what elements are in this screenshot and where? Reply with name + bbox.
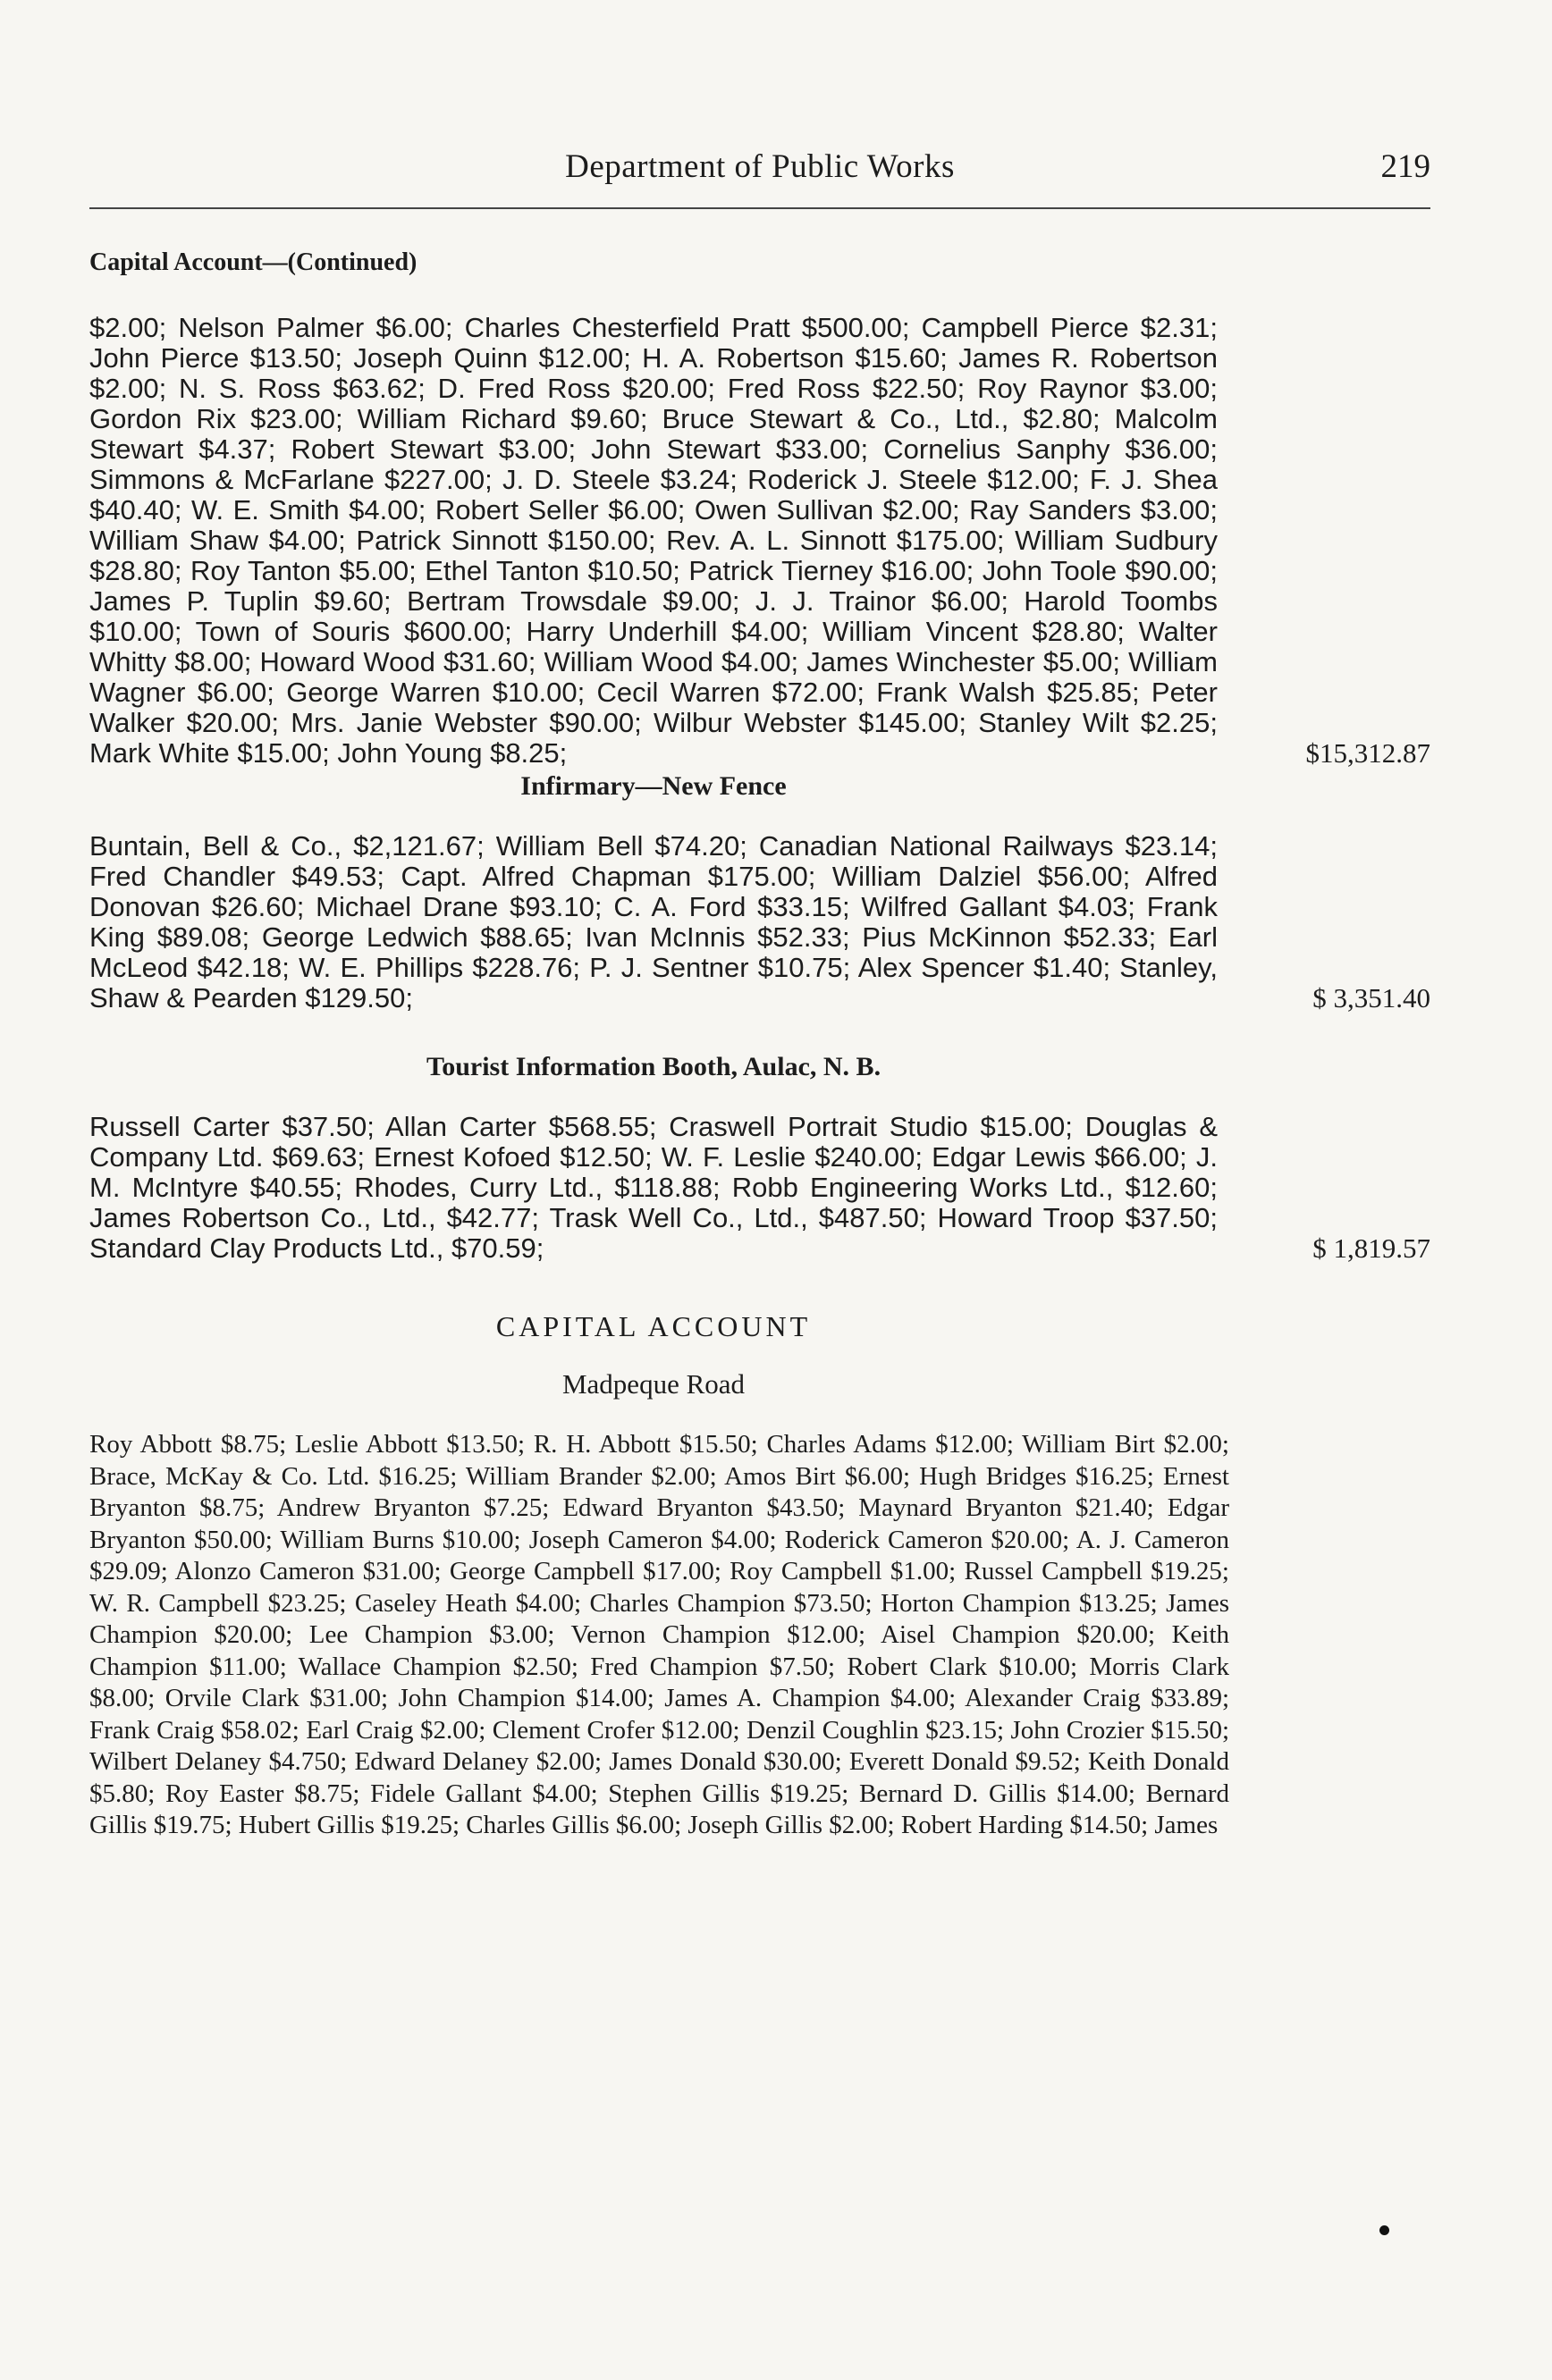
infirmary-section bbox=[89, 831, 1430, 1013]
madpeque-road-heading: Madpeque Road bbox=[561, 1368, 746, 1400]
page-header bbox=[89, 147, 1430, 201]
page-content bbox=[89, 313, 1430, 1842]
madpeque-text: Roy Abbott $8.75; Leslie Abbott $13.50; R. H. Abbott $15.50; Charles Adams $12.00; William Birt $2.00; Brace, McKay & Co. Ltd. $16.25; William Brander $2.00; Amos Birt $6.00; Hugh Bridges $16.25; Ernest Bryanton $8.75; Andrew Bryanton $7.25; Edward Bryanton $43.50; Maynard Bryanton $21.40; Edgar Bryanton $50.00; William Burns $10.00; Joseph Cameron $4.00; Roderick Cameron $20.00; A. J. Cameron $29.09; Alonzo Cameron $31.00; George Campbell $17.00; Roy Campbell $1.00; Russel Campbell $19.25; W. R. Campbell $23.25; Caseley Heath $4.00; Charles Champion $73.50; Horton Champion $13.25; James Champion $20.00; Lee Champion $3.00; Vernon Champion $12.00; Aisel Champion $20.00; Keith Champion $11.00; Wallace Champion $2.50; Fred Champion $7.50; Robert Clark $10.00; Morris Clark $8.00; Orvile Clark $31.00; John Champion $14.00; James A. Champion $4.00; Alexander Craig $33.89; Frank Craig $58.02; Earl Craig $2.00; Clement Crofer $12.00; Denzil Coughlin $23.15; John Crozier $15.50; Wilbert Delaney $4.750; Edward Delaney $2.00; James Donald $30.00; Everett Donald $9.52; Keith Donald $5.80; Roy Easter $8.75; Fidele Gallant $4.00; Stephen Gillis $19.25; Bernard D. Gillis $14.00; Bernard Gillis $19.75; Hubert Gillis $19.25; Charles Gillis $6.00; Joseph Gillis $2.00; Robert Harding $14.50; James bbox=[89, 1430, 1229, 1839]
infirmary-heading: Infirmary—New Fence bbox=[520, 771, 787, 801]
continued-heading: Capital Account—(Continued) bbox=[89, 248, 418, 276]
page-title: Department of Public Works bbox=[565, 148, 955, 185]
infirmary-text: Buntain, Bell & Co., $2,121.67; William Bell $74.20; Canadian National Railways $23.14; Fred Chandler $49.53; Capt. Alfred Chapman $175.00; William Dalziel $56.00; Alfred Donovan $26.60; Michael Drane $93.10; C. A. Ford $33.15; Wilfred Gallant $4.03; Frank King $89.08; George Ledwich $88.65; Ivan McInnis $52.33; Pius McKinnon $52.33; Earl McLeod $42.18; W. E. Phillips $228.76; P. J. Sentner $10.75; Alex Spencer $1.40; Stanley, Shaw & Pearden $129.50; bbox=[89, 830, 1218, 1013]
page-number: 219 bbox=[1380, 148, 1430, 185]
tourist-section bbox=[89, 1112, 1430, 1264]
capital-continued-total: $15,312.87 bbox=[1305, 737, 1430, 769]
tourist-heading: Tourist Information Booth, Aulac, N. B. bbox=[426, 1052, 881, 1081]
tourist-text: Russell Carter $37.50; Allan Carter $568.55; Craswell Portrait Studio $15.00; Douglas & Company Ltd. $69.63; Ernest Kofoed $12.50; W. F. Leslie $240.00; Edgar Lewis $66.00; J. M. McIntyre $40.55; Rhodes, Curry Ltd., $118.88; Robb Engineering Works Ltd., $12.60; James Robertson Co., Ltd., $42.77; Trask Well Co., Ltd., $487.50; Howard Troop $37.50; Standard Clay Products Ltd., $70.59; bbox=[89, 1111, 1218, 1264]
madpeque-section bbox=[89, 1429, 1430, 1842]
infirmary-total: $ 3,351.40 bbox=[1312, 982, 1430, 1013]
ink-dot bbox=[1379, 2225, 1389, 2235]
capital-continued-section bbox=[89, 313, 1430, 769]
capital-account-heading: CAPITAL ACCOUNT bbox=[495, 1310, 812, 1342]
tourist-total: $ 1,819.57 bbox=[1312, 1232, 1430, 1264]
capital-continued-text: $2.00; Nelson Palmer $6.00; Charles Chesterfield Pratt $500.00; Campbell Pierce $2.31; John Pierce $13.50; Joseph Quinn $12.00; H. A. Robertson $15.60; James R. Robertson $2.00; N. S. Ross $63.62; D. Fred Ross $20.00; Fred Ross $22.50; Roy Raynor $3.00; Gordon Rix $23.00; William Richard $9.60; Bruce Stewart & Co., Ltd., $2.80; Malcolm Stewart $4.37; Robert Stewart $3.00; John Stewart $33.00; Cornelius Sanphy $36.00; Simmons & McFarlane $227.00; J. D. Steele $3.24; Roderick J. Steele $12.00; F. J. Shea $40.40; W. E. Smith $4.00; Robert Seller $6.00; Owen Sullivan $2.00; Ray Sanders $3.00; William Shaw $4.00; Patrick Sinnott $150.00; Rev. A. L. Sinnott $175.00; William Sudbury $28.80; Roy Tanton $5.00; Ethel Tanton $10.50; Patrick Tierney $16.00; John Toole $90.00; James P. Tuplin $9.60; Bertram Trowsdale $9.00; J. J. Trainor $6.00; Harold Toombs $10.00; Town of Souris $600.00; Harry Underhill $4.00; William Vincent $28.80; Walter Whitty $8.00; Howard Wood $31.60; William Wood $4.00; James Winchester $5.00; William Wagner $6.00; George Warren $10.00; Cecil Warren $72.00; Frank Walsh $25.85; Peter Walker $20.00; Mrs. Janie Webster $90.00; Wilbur Webster $145.00; Stanley Wilt $2.25; Mark White $15.00; John Young $8.25; bbox=[89, 312, 1218, 769]
header-rule bbox=[89, 207, 1430, 209]
